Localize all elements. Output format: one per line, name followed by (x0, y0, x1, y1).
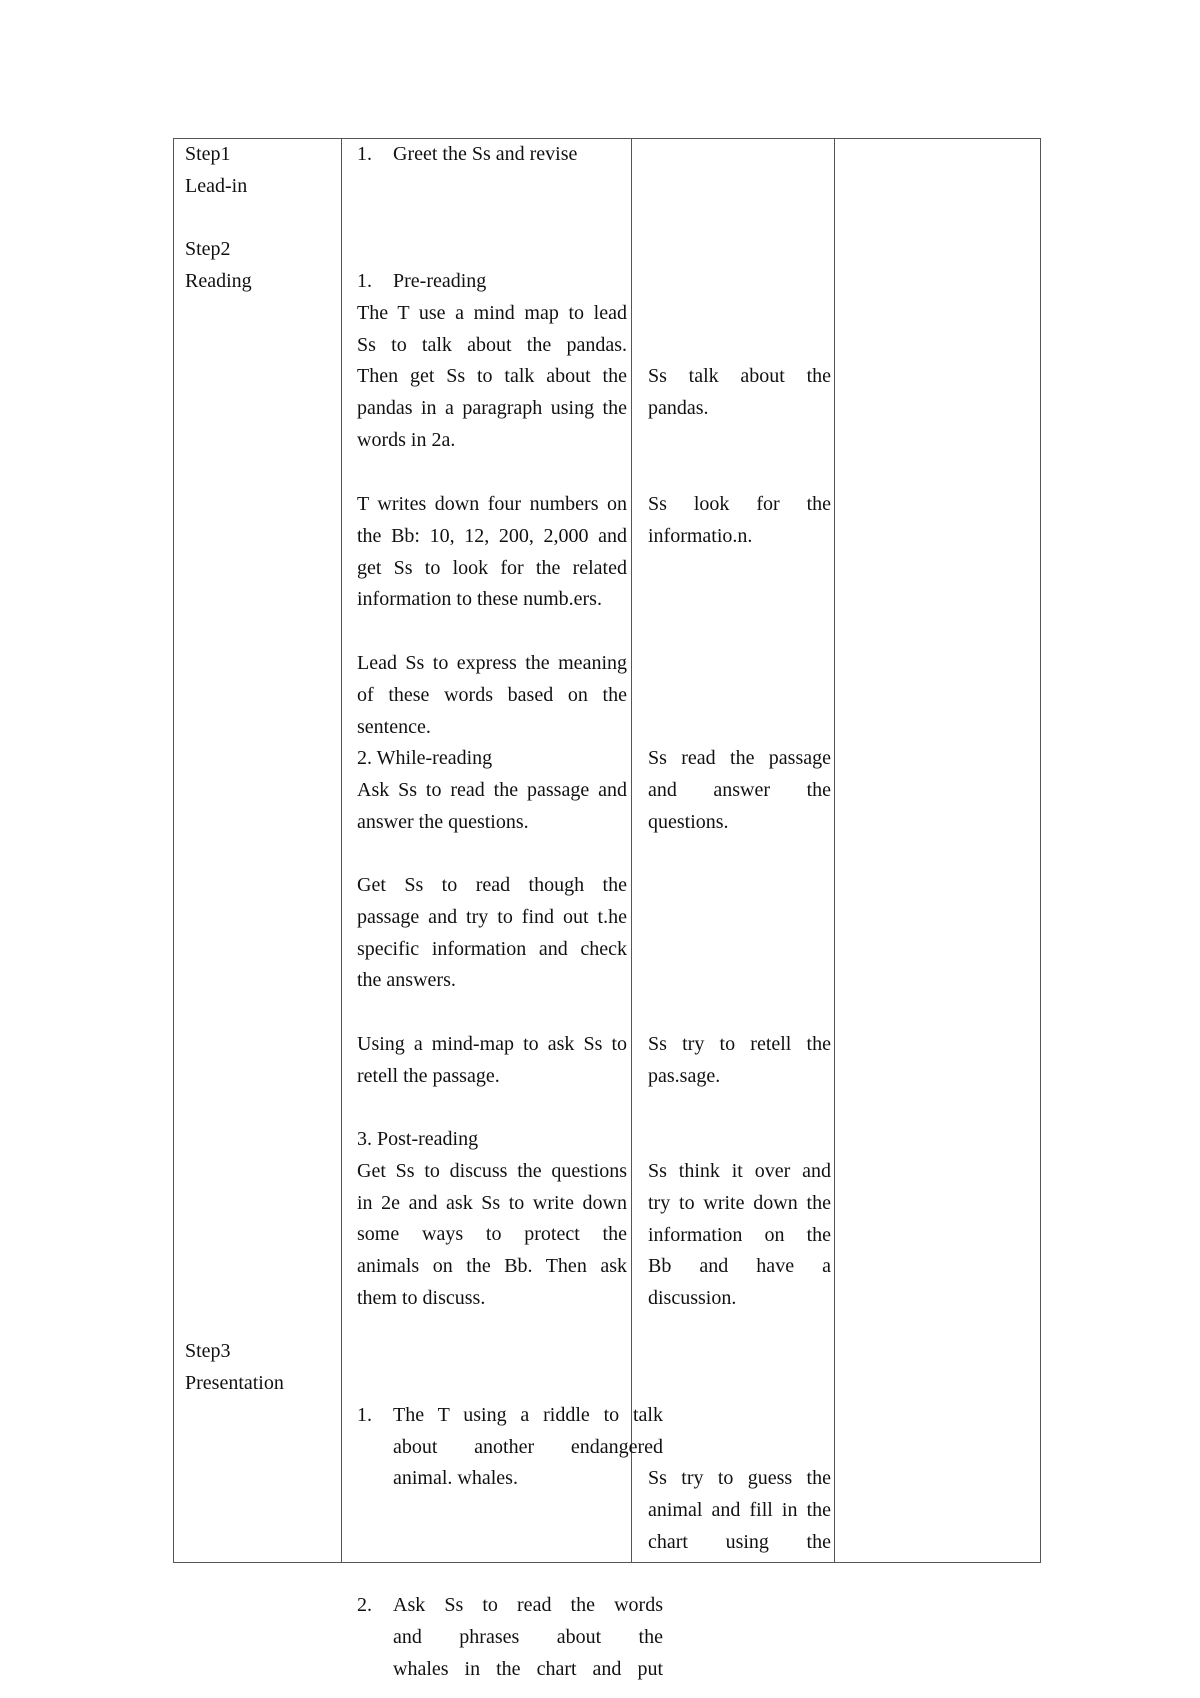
text-line: chart using the (648, 1530, 831, 1553)
read-through-block (357, 870, 627, 997)
text-line: animal and fill in the (648, 1498, 831, 1521)
text-line: information to these numb.ers. (357, 588, 602, 611)
text-line: information on the (648, 1223, 831, 1246)
text-line: try to write down the (648, 1191, 831, 1214)
text-line: Then get Ss to talk about the (357, 365, 627, 388)
text-line: Ss look for the (648, 493, 831, 515)
text-line: answer the questions. (357, 810, 529, 833)
list-number: 1. (357, 1403, 372, 1426)
text-line: discussion. (648, 1287, 737, 1310)
text-line: specific information and check (357, 937, 627, 960)
list-number: 1. (357, 270, 372, 292)
column-divider (341, 139, 342, 1562)
text-line: Lead Ss to express the meaning (357, 652, 627, 674)
post-reading-block (357, 1124, 627, 1315)
lesson-table (173, 138, 1041, 1680)
step2 (185, 234, 335, 298)
students-retell (648, 1029, 831, 1093)
students-talk (648, 361, 831, 425)
text-line: Get Ss to read though the (357, 874, 627, 896)
text-line: retell the passage. (357, 1064, 500, 1087)
students-read (648, 743, 831, 838)
numbers-block (357, 489, 627, 616)
mind-map-block (357, 1029, 627, 1093)
text-line: Ss to talk about the pandas. (357, 333, 627, 356)
presentation-item-1 (357, 1400, 663, 1495)
greet-item (357, 139, 663, 171)
pre-reading-block (357, 266, 627, 457)
presentation-item-2 (357, 1590, 663, 1685)
column-divider (631, 139, 632, 1562)
text-line: about another endangered (393, 1435, 663, 1458)
text-line: pandas. (648, 396, 709, 419)
column-divider (834, 139, 835, 1562)
text-line: passage and try to find out t.he (357, 905, 627, 928)
step3-title: Step3 (185, 1340, 231, 1362)
text-line: The T use a mind map to lead (357, 301, 627, 324)
list-number: 2. (357, 1594, 372, 1617)
text-line: get Ss to look for the related (357, 556, 627, 579)
step2-title: Step2 (185, 238, 231, 260)
text-line: Using a mind-map to ask Ss to (357, 1033, 627, 1055)
text-line: pas.sage. (648, 1064, 721, 1087)
text-line: Ask Ss to read the words (393, 1594, 663, 1617)
text-line: animals on the Bb. Then ask (357, 1255, 627, 1278)
step2-name: Reading (185, 269, 252, 292)
text-line: of these words based on the (357, 683, 627, 706)
teacher-activities-column (357, 139, 663, 1680)
step3 (185, 1336, 335, 1400)
text-line: questions. (648, 810, 729, 833)
text-line: whales in the chart and put (393, 1657, 663, 1680)
step1-title: Step1 (185, 143, 231, 165)
students-think (648, 1156, 831, 1315)
text-line: Ss try to guess the (648, 1467, 831, 1489)
students-look (648, 489, 831, 553)
text-line: them to discuss. (357, 1286, 486, 1309)
while-reading-heading: 2. While-reading (357, 747, 493, 770)
text-line: Ask Ss to read the passage and (357, 779, 627, 802)
text-line: Ss think it over and (648, 1160, 831, 1182)
text-line: in 2e and ask Ss to write down (357, 1191, 627, 1214)
students-guess (648, 1463, 831, 1558)
greet-text: Greet the Ss and revise (393, 143, 578, 165)
pre-reading-heading (357, 266, 627, 298)
step3-name: Presentation (185, 1371, 284, 1394)
text-line: pandas in a paragraph using the (357, 397, 627, 420)
text-line: sentence. (357, 715, 431, 738)
meaning-block (357, 648, 627, 839)
text-line: The T using a riddle to talk (393, 1403, 663, 1426)
text-line: Ss try to retell the (648, 1033, 831, 1055)
text-line: some ways to protect the (357, 1223, 627, 1246)
step1 (185, 139, 335, 203)
text-line: and answer the (648, 778, 831, 801)
text-line: Ss read the passage (648, 747, 831, 769)
text-line: T writes down four numbers on (357, 493, 627, 515)
text-line: the answers. (357, 969, 456, 992)
text-line: Get Ss to discuss the questions (357, 1159, 627, 1182)
heading-text: Pre-reading (393, 270, 487, 292)
text-line: informatio.n. (648, 524, 753, 547)
text-line: Bb and have a (648, 1255, 831, 1278)
text-line: and phrases about the (393, 1625, 663, 1648)
text-line: the Bb: 10, 12, 200, 2,000 and (357, 524, 627, 547)
text-line: Ss talk about the (648, 365, 831, 387)
step1-name: Lead-in (185, 174, 248, 197)
text-line: words in 2a. (357, 428, 456, 451)
post-reading-heading: 3. Post-reading (357, 1128, 479, 1150)
text-line: animal. whales. (393, 1467, 518, 1490)
list-number: 1. (357, 143, 372, 165)
